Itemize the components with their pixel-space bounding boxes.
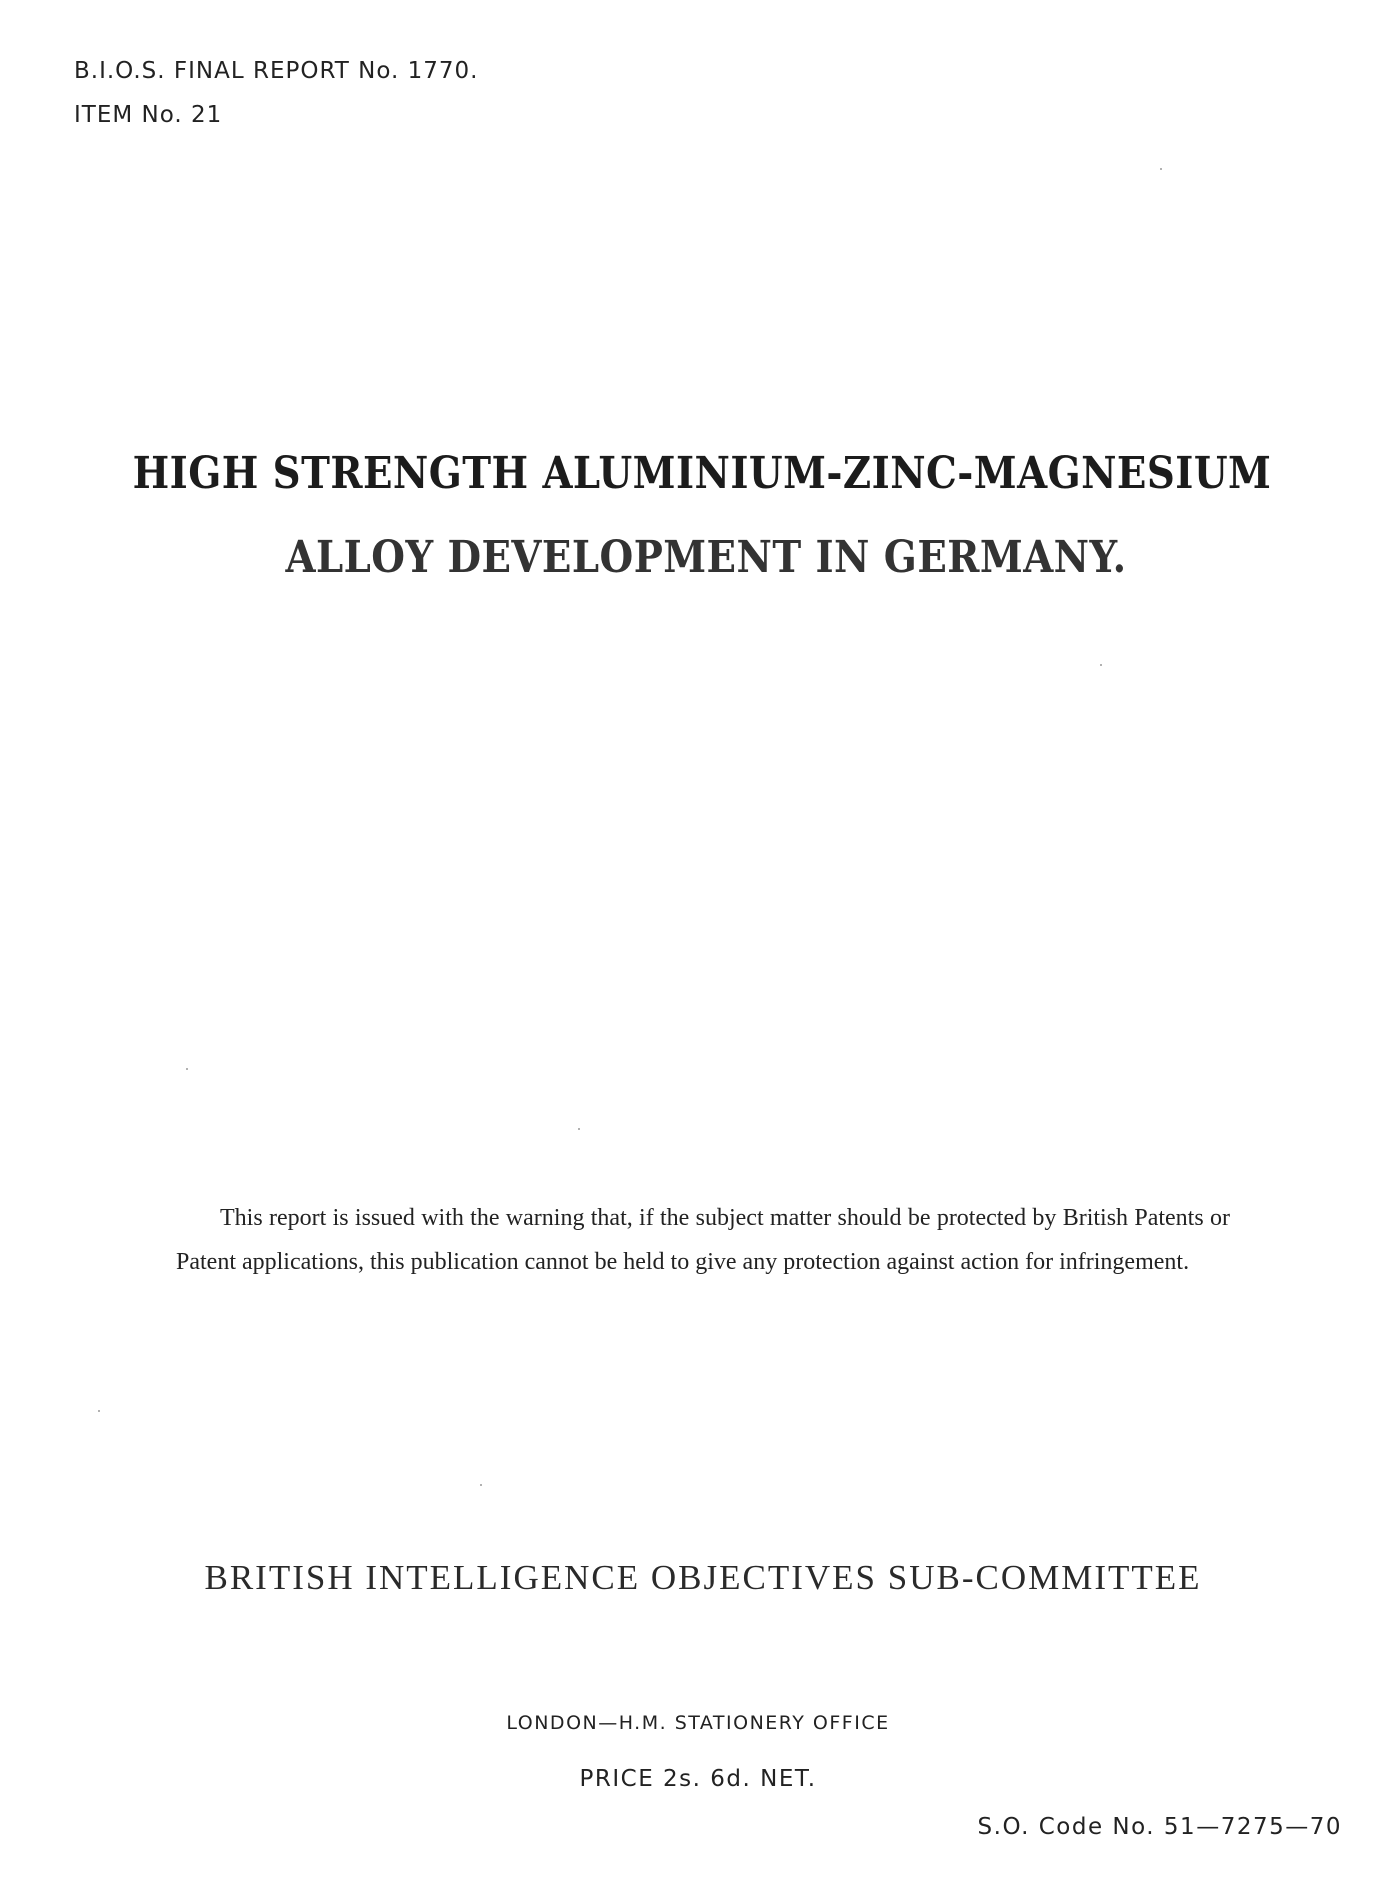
scan-speck (480, 1484, 482, 1486)
scan-speck (186, 1068, 188, 1070)
report-title-line-1: HIGH STRENGTH ALUMINIUM-ZINC-MAGNESIUM (132, 448, 1272, 499)
scan-speck (578, 1128, 580, 1130)
publisher-line: LONDON—H.M. STATIONERY OFFICE (506, 1712, 890, 1734)
committee-name: BRITISH INTELLIGENCE OBJECTIVES SUB-COMMITTEE (204, 1558, 1202, 1597)
report-title-line-2: ALLOY DEVELOPMENT IN GERMANY. (285, 532, 1127, 583)
scan-speck (98, 1410, 100, 1412)
so-code: S.O. Code No. 51—7275—70 (977, 1814, 1342, 1840)
scan-speck (1100, 664, 1102, 666)
item-number: ITEM No. 21 (74, 102, 223, 128)
price-line: PRICE 2s. 6d. NET. (579, 1766, 817, 1792)
scan-speck (1160, 168, 1162, 170)
report-number: B.I.O.S. FINAL REPORT No. 1770. (74, 58, 479, 84)
patent-warning-notice: This report is issued with the warning that, if the subject matter should be protected by British Patents or Patent applications, this publication cannot be held to give any protection against action for infringement. (176, 1205, 1230, 1275)
